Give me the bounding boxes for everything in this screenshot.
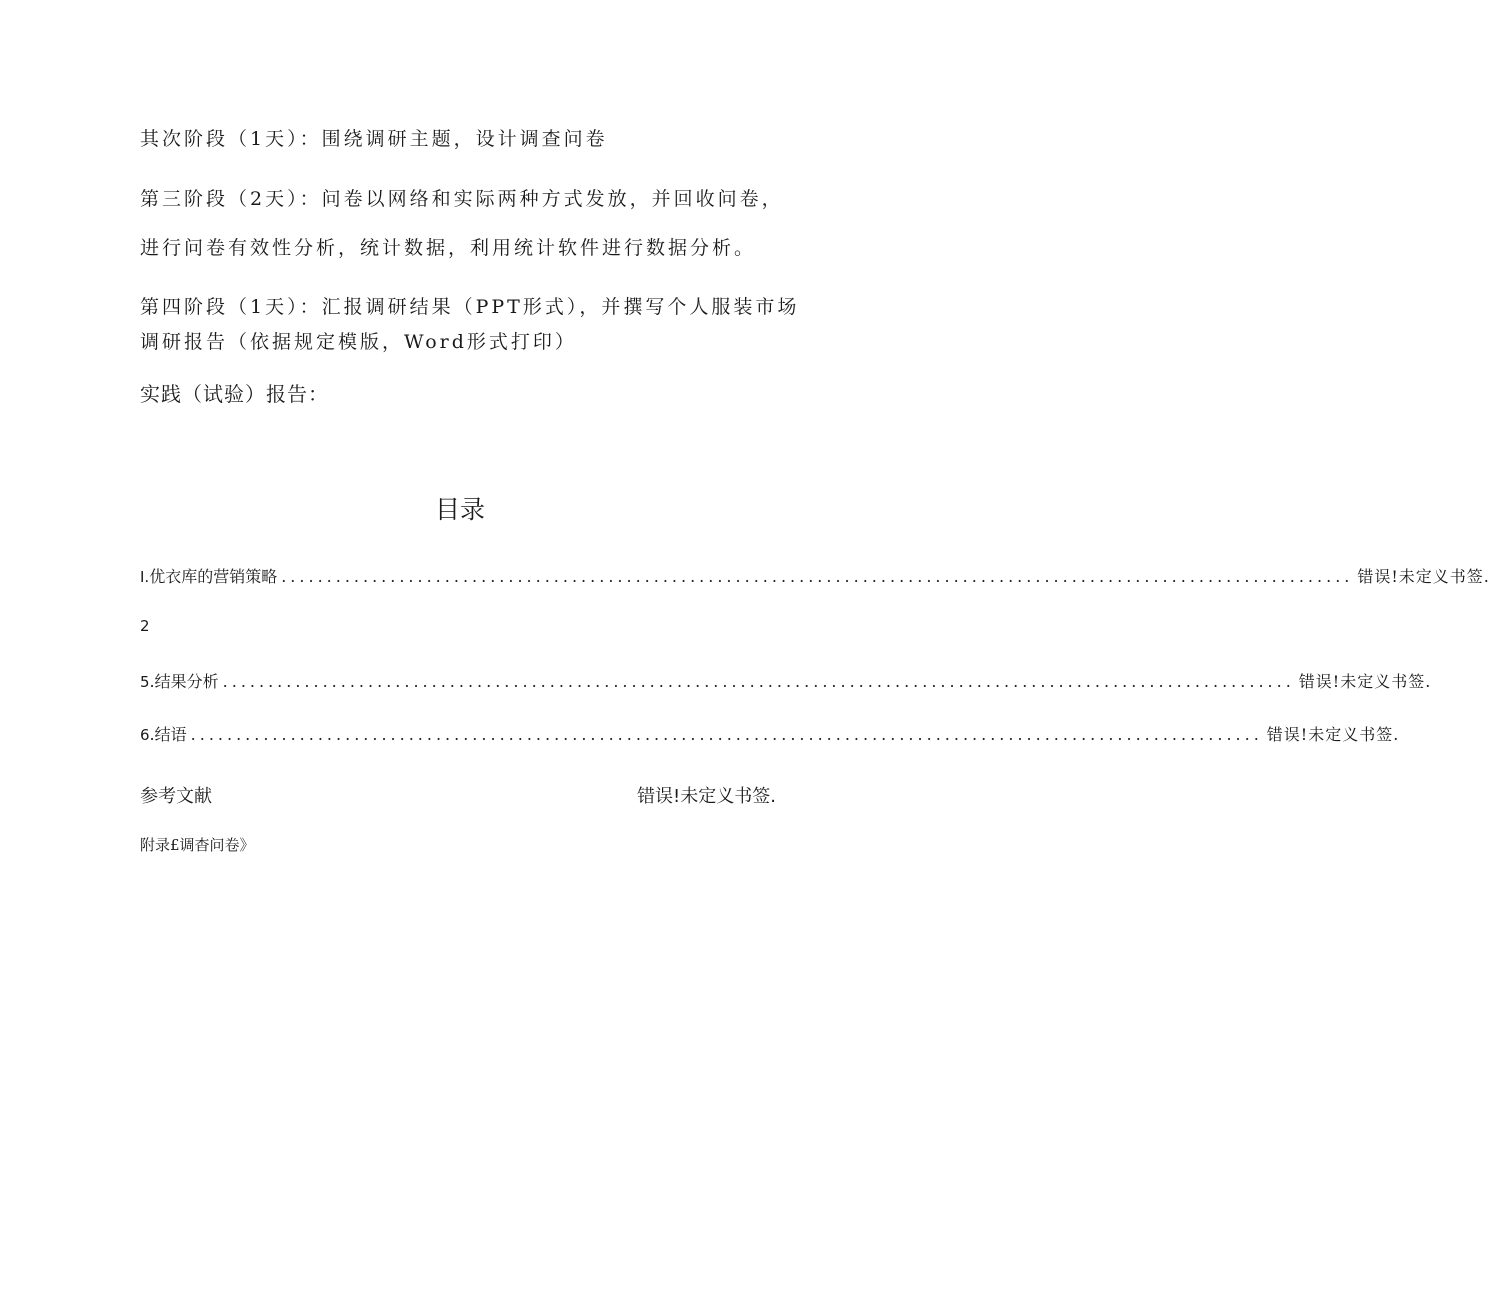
toc-entry-title: .结语	[149, 725, 187, 744]
toc-entry[interactable]	[140, 669, 1432, 693]
toc-references[interactable]	[140, 782, 776, 806]
toc-references-page: 错误!未定义书签.	[637, 786, 776, 807]
toc-entry-number: 2	[140, 617, 150, 635]
toc-entry[interactable]	[140, 617, 748, 641]
toc-entry-page: 错误!未定义书签.	[1266, 725, 1400, 744]
toc-dot-leader: ......................................................................................................................	[281, 567, 1354, 586]
report-heading: 实践（试验）报告：	[140, 382, 329, 406]
toc-references-title: 参考文献	[140, 786, 212, 807]
toc-dot-leader: ......................................................................................................................	[222, 672, 1295, 691]
plan-stage-3-continued: 进行问卷有效性分析，统计数据，利用统计软件进行数据分析。	[140, 237, 757, 259]
toc-entry-title: .结果分析	[149, 672, 219, 691]
toc-entry-title: 优衣库的营销策略	[149, 567, 278, 586]
toc-entry-number: 6	[140, 726, 150, 744]
toc-appendix[interactable]	[140, 834, 748, 858]
toc-entry-number: I.	[140, 568, 150, 586]
toc-entry[interactable]	[140, 564, 1490, 588]
toc-entry-page: 错误!未定义书签.	[1357, 567, 1490, 586]
plan-stage-4-continued: 调研报告（依据规定模版，Word形式打印）	[140, 331, 577, 353]
toc-entry-number: 5	[140, 673, 150, 691]
plan-stage-4: 第四阶段（1天）：汇报调研结果（PPT形式），并撰写个人服装市场	[140, 296, 800, 318]
toc-dot-leader: ......................................................................................................................	[190, 725, 1263, 744]
toc-appendix-title: 附录£调杳问卷》	[140, 836, 255, 854]
plan-stage-2: 其次阶段（1天）：围绕调研主题，设计调查问卷	[140, 128, 608, 150]
toc-entry-page: 错误!未定义书签.	[1298, 672, 1432, 691]
toc-title: 目录	[434, 495, 485, 524]
toc-entry[interactable]	[140, 722, 1400, 746]
plan-stage-3: 第三阶段（2天）：问卷以网络和实际两种方式发放，并回收问卷，	[140, 188, 784, 210]
